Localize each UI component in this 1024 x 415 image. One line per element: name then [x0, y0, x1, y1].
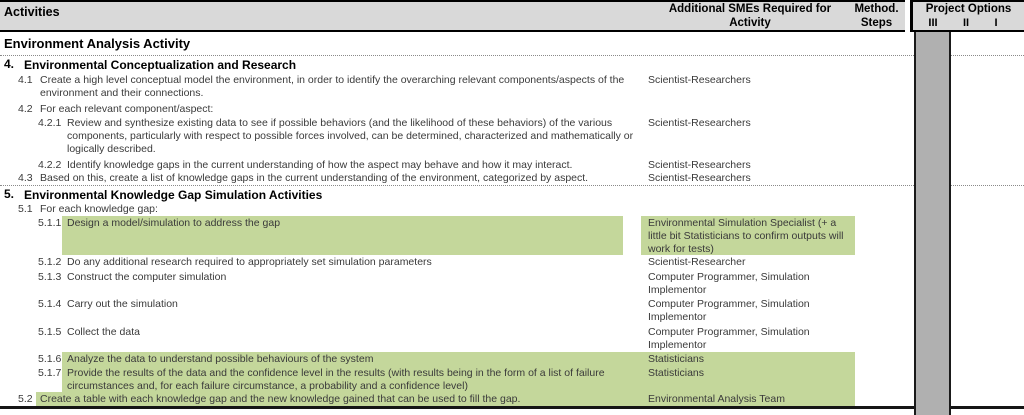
activity-text: Environmental Conceptualization and Research — [24, 58, 297, 72]
activity-number: 5.1 — [18, 203, 33, 215]
activity-text: Collect the data — [67, 326, 140, 338]
project-option-iii-fill-column — [914, 32, 951, 415]
table-row — [0, 270, 1024, 297]
activity-text: For each relevant component/aspect: — [40, 103, 214, 115]
activity-number: 4.3 — [18, 172, 33, 184]
table-row — [0, 116, 1024, 158]
activity-text: Design a model/simulation to address the gap — [67, 217, 281, 229]
table-header-row — [0, 0, 1024, 32]
option-column-header-iii: III — [928, 17, 938, 29]
activity-number: 5.1.6 — [38, 353, 62, 365]
activity-text: Create a table with each knowledge gap and the new knowledge gained that can be used to fill the gap. — [40, 393, 521, 405]
activity-text: Based on this, create a list of knowledge gaps in the current understanding of the environment, categorized by aspect. — [40, 172, 589, 184]
activity-number: 4. — [4, 57, 15, 71]
activity-number: 4.2 — [18, 103, 33, 115]
sme-required-text: Scientist-Researchers — [648, 74, 751, 86]
activity-text: Environment Analysis Activity — [4, 36, 191, 51]
table-row — [0, 216, 1024, 255]
header-left-block — [0, 0, 905, 32]
table-row — [0, 325, 1024, 352]
sme-required-text: Environmental Analysis Team — [648, 393, 785, 405]
sme-required-text: Statisticians — [648, 353, 705, 365]
table-row — [0, 202, 1024, 216]
table-row — [0, 102, 1024, 116]
activity-number: 4.1 — [18, 74, 33, 86]
sme-required-text: Computer Programmer, Simulation Implementor — [648, 326, 810, 351]
table-body — [0, 32, 1024, 406]
activity-text: Review and synthesize existing data to see if possible behaviors (and the likelihood of these behaviors) of the various components, particularly with respect to possible forces involved, can be determined, characterized and mathematically or logically described. — [67, 117, 634, 155]
sme-required-text: Scientist-Researchers — [648, 159, 751, 171]
table-bottom-border — [0, 406, 1024, 409]
table-row — [0, 255, 1024, 270]
activity-number: 5.1.5 — [38, 326, 62, 338]
activity-text: Create a high level conceptual model the environment, in order to identify the overarching relevant components/aspects of the environment and their connections. — [40, 74, 625, 99]
sme-required-text: Environmental Simulation Specialist (+ a little bit Statisticians to confirm outputs will work for tests) — [648, 217, 844, 255]
sme-required-text: Computer Programmer, Simulation Implementor — [648, 298, 810, 323]
table-row — [0, 158, 1024, 171]
activity-text: Construct the computer simulation — [67, 271, 227, 283]
table-row — [0, 186, 1024, 202]
sme-required-text: Scientist-Researchers — [648, 172, 751, 184]
activity-text: Identify knowledge gaps in the current understanding of how the aspect may behave and how it may interact. — [67, 159, 573, 171]
table-row — [0, 297, 1024, 325]
method-header-line1: Method. — [854, 3, 899, 15]
table-row — [0, 171, 1024, 186]
activity-text: Do any additional research required to appropriately set simulation parameters — [67, 256, 432, 268]
sme-required-text: Scientist-Researcher — [648, 256, 746, 268]
option-column-header-i: I — [994, 17, 998, 29]
sme-required-text: Computer Programmer, Simulation Implementor — [648, 271, 810, 296]
column-header-activities: Activities — [4, 5, 60, 19]
table-row — [0, 392, 1024, 406]
activity-number: 5.1.4 — [38, 298, 62, 310]
table-row — [0, 366, 1024, 392]
activity-text: Environmental Knowledge Gap Simulation Activities — [24, 188, 323, 202]
activity-text: Provide the results of the data and the confidence level in the results (with results being in the form of a list of failure circumstances and, for each failure circumstance, a probability and a confidence level) — [67, 367, 605, 392]
table-row — [0, 32, 1024, 56]
activity-text: Analyze the data to understand possible behaviours of the system — [67, 353, 374, 365]
sme-header-line1: Additional SMEs Required for — [668, 3, 832, 15]
activity-number: 5.2 — [18, 393, 33, 405]
activity-number: 4.2.1 — [38, 117, 62, 129]
sme-header-line2: Activity — [729, 16, 771, 29]
option-column-header-ii: II — [962, 17, 970, 29]
table-row — [0, 352, 1024, 366]
column-header-method-steps — [848, 3, 905, 30]
activity-number: 5.1.7 — [38, 367, 62, 379]
activity-number: 5.1.2 — [38, 256, 62, 268]
table-row — [0, 56, 1024, 73]
sme-required-text: Scientist-Researchers — [648, 117, 751, 129]
activity-number: 4.2.2 — [38, 159, 62, 171]
header-project-options-block — [913, 0, 1024, 32]
column-header-project-options: Project Options — [925, 3, 1012, 15]
sme-required-text: Statisticians — [648, 367, 705, 379]
activity-text: Carry out the simulation — [67, 298, 178, 310]
activity-number: 5. — [4, 187, 15, 201]
method-header-line2: Steps — [860, 16, 893, 29]
activity-number: 5.1.3 — [38, 271, 62, 283]
activity-number: 5.1.1 — [38, 217, 62, 229]
column-header-additional-smes — [640, 3, 860, 30]
activity-text: For each knowledge gap: — [40, 203, 158, 215]
table-row — [0, 73, 1024, 102]
